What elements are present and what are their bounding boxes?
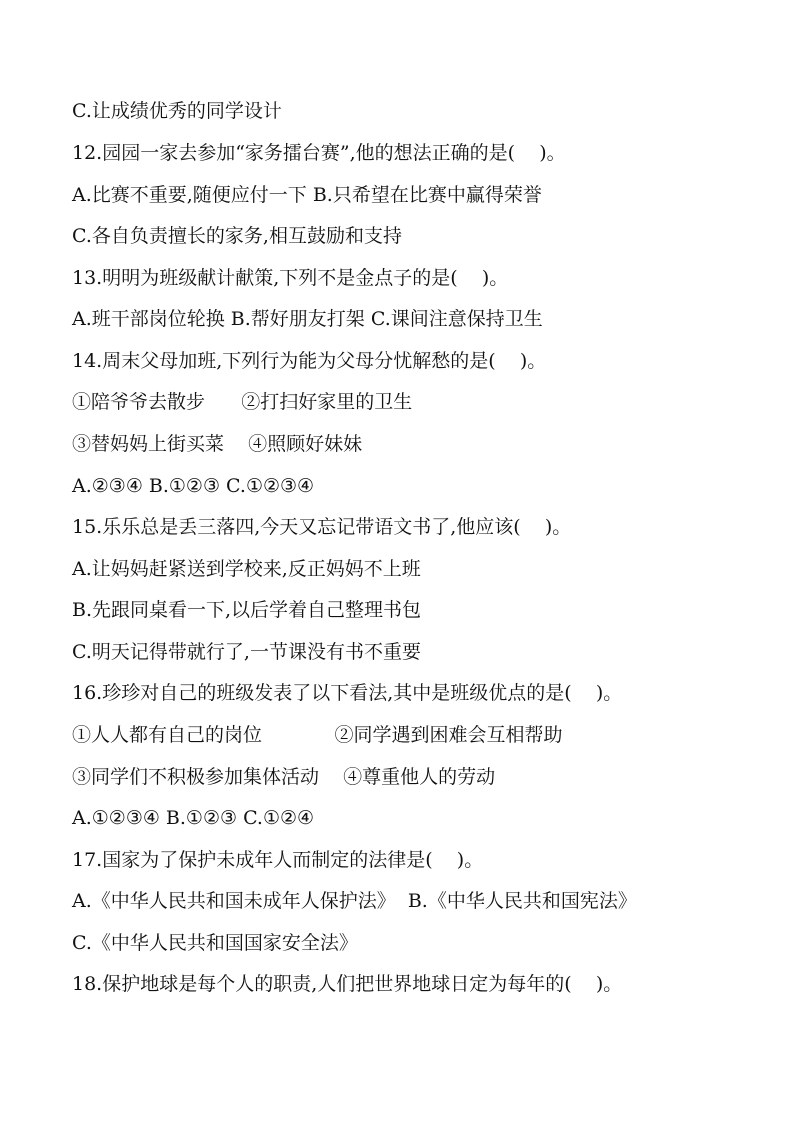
choice-line: ①陪爷爷去散步 ②打扫好家里的卫生 <box>72 391 413 413</box>
question-16: 16.珍珍对自己的班级发表了以下看法,其中是班级优点的是( )。 <box>72 682 623 704</box>
question-17: 17.国家为了保护未成年人而制定的法律是( )。 <box>72 849 484 871</box>
option-line: A.①②③④ B.①②③ C.①②④ <box>72 807 315 829</box>
text-line: C.让成绩优秀的同学设计 <box>72 100 282 122</box>
option-line: A.让妈妈赶紧送到学校来,反正妈妈不上班 <box>72 558 421 580</box>
question-14: 14.周末父母加班,下列行为能为父母分忧解愁的是( )。 <box>72 350 547 372</box>
choice-line: ①人人都有自己的岗位 ②同学遇到困难会互相帮助 <box>72 724 563 746</box>
option-line: C.各自负责擅长的家务,相互鼓励和支持 <box>72 225 402 247</box>
option-line: A.比赛不重要,随便应付一下 B.只希望在比赛中赢得荣誉 <box>72 184 542 206</box>
option-line: A.②③④ B.①②③ C.①②③④ <box>72 475 315 497</box>
choice-line: ③同学们不积极参加集体活动 ④尊重他人的劳动 <box>72 766 496 788</box>
option-line: B.先跟同桌看一下,以后学着自己整理书包 <box>72 599 422 621</box>
question-18: 18.保护地球是每个人的职责,人们把世界地球日定为每年的( )。 <box>72 973 623 995</box>
question-15: 15.乐乐总是丢三落四,今天又忘记带语文书了,他应该( )。 <box>72 516 572 538</box>
option-line: C.《中华人民共和国国家安全法》 <box>72 932 358 954</box>
question-12: 12.园园一家去参加“家务擂台赛”,他的想法正确的是( )。 <box>72 142 566 164</box>
option-line: A.班干部岗位轮换 B.帮好朋友打架 C.课间注意保持卫生 <box>72 308 543 330</box>
option-line: A.《中华人民共和国未成年人保护法》 B.《中华人民共和国宪法》 <box>72 890 637 912</box>
choice-line: ③替妈妈上街买菜 ④照顾好妹妹 <box>72 433 363 455</box>
question-13: 13.明明为班级献计献策,下列不是金点子的是( )。 <box>72 267 509 289</box>
option-line: C.明天记得带就行了,一节课没有书不重要 <box>72 641 421 663</box>
